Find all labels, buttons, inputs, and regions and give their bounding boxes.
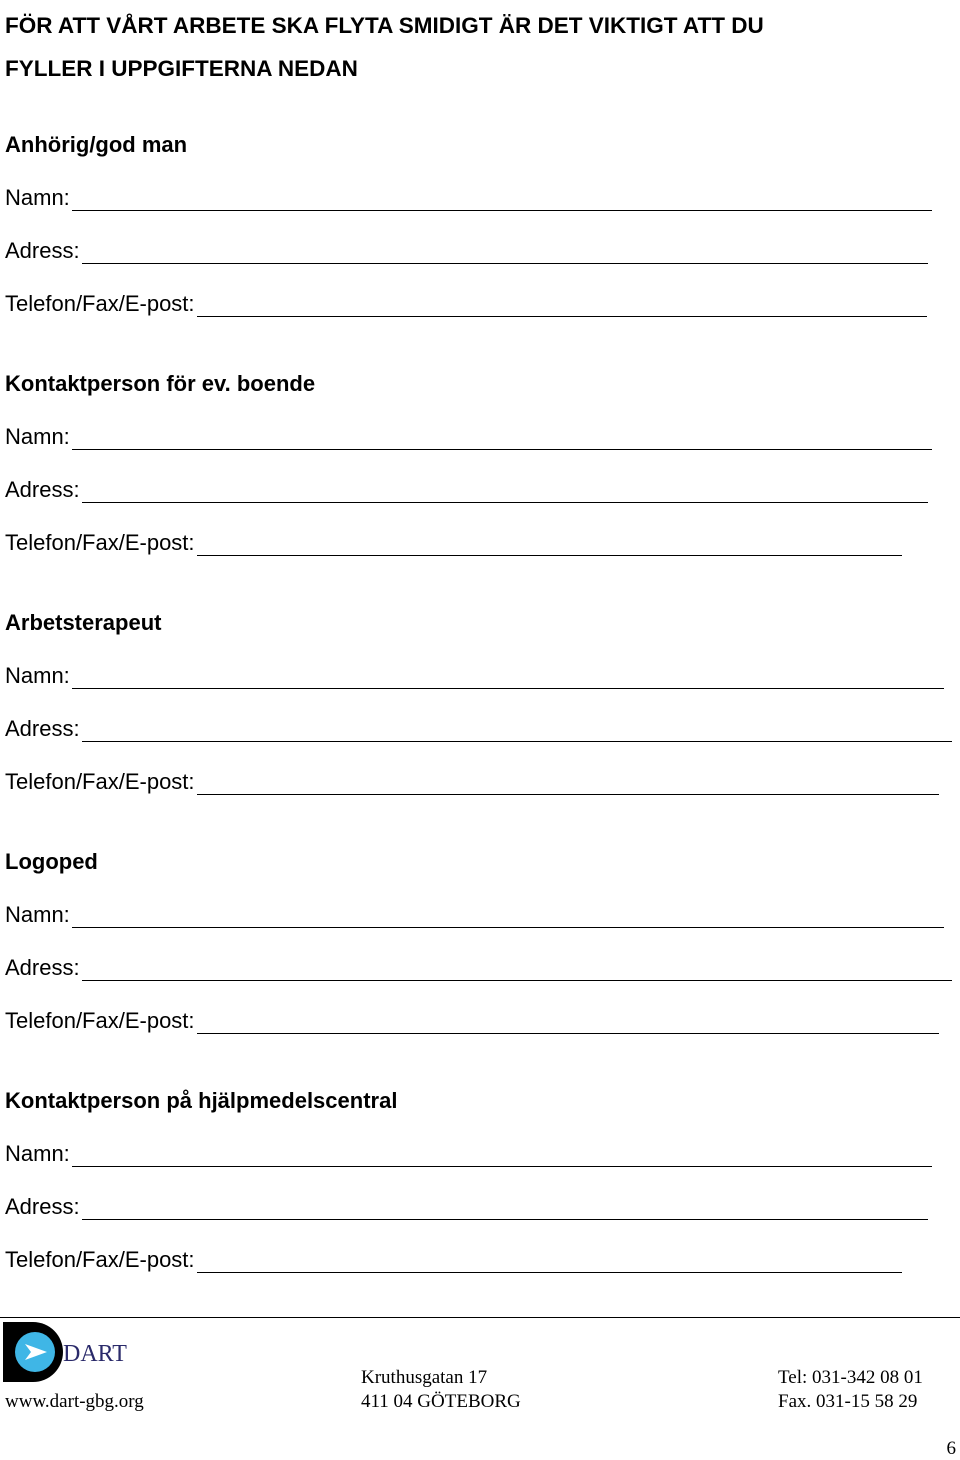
contact-input-line[interactable]: [197, 1251, 902, 1273]
contact-field[interactable]: [5, 291, 960, 317]
address-field[interactable]: [5, 1194, 960, 1220]
field-label: Telefon/Fax/E-post:: [5, 1008, 195, 1033]
field-label: Telefon/Fax/E-post:: [5, 769, 195, 794]
contact-input-line[interactable]: [197, 295, 927, 317]
section-hjalpmedel: [5, 1088, 960, 1273]
name-input-line[interactable]: [72, 189, 932, 211]
section-anhorig: [5, 132, 960, 317]
form-heading: [5, 4, 935, 90]
contact-field[interactable]: [5, 1008, 960, 1034]
dart-logo: [3, 1322, 143, 1382]
name-field[interactable]: [5, 902, 960, 928]
name-input-line[interactable]: [72, 1145, 932, 1167]
field-label: Telefon/Fax/E-post:: [5, 291, 195, 316]
footer-street: Kruthusgatan 17: [361, 1367, 488, 1388]
contact-input-line[interactable]: [197, 534, 902, 556]
section-arbetsterapeut: [5, 610, 960, 795]
address-field[interactable]: [5, 716, 960, 742]
website-link[interactable]: www.dart-gbg.org: [5, 1391, 144, 1412]
footer-city: 411 04 GÖTEBORG: [361, 1391, 521, 1412]
address-input-line[interactable]: [82, 242, 928, 264]
section-title: Kontaktperson för ev. boende: [5, 371, 316, 396]
contact-field[interactable]: [5, 769, 960, 795]
address-input-line[interactable]: [82, 481, 928, 503]
field-label: Telefon/Fax/E-post:: [5, 1247, 195, 1272]
field-label: Adress:: [5, 716, 80, 741]
logo-wordmark: DART: [63, 1341, 127, 1367]
page-number: 6: [946, 1438, 956, 1459]
heading-line-2: FYLLER I UPPGIFTERNA NEDAN: [5, 56, 358, 81]
contact-input-line[interactable]: [197, 1012, 939, 1034]
name-field[interactable]: [5, 424, 960, 450]
address-input-line[interactable]: [82, 959, 952, 981]
field-label: Adress:: [5, 477, 80, 502]
contact-input-line[interactable]: [197, 773, 939, 795]
name-field[interactable]: [5, 663, 960, 689]
field-label: Telefon/Fax/E-post:: [5, 530, 195, 555]
footer-fax: Fax. 031-15 58 29: [778, 1391, 918, 1412]
heading-line-1: FÖR ATT VÅRT ARBETE SKA FLYTA SMIDIGT ÄR DET VIKTIGT ATT DU: [5, 13, 764, 38]
name-field[interactable]: [5, 185, 960, 211]
field-label: Namn:: [5, 185, 70, 210]
section-title: Anhörig/god man: [5, 132, 188, 157]
name-field[interactable]: [5, 1141, 960, 1167]
section-title: Logoped: [5, 849, 98, 874]
name-input-line[interactable]: [72, 428, 932, 450]
section-title: Arbetsterapeut: [5, 610, 162, 635]
address-field[interactable]: [5, 477, 960, 503]
name-input-line[interactable]: [72, 906, 944, 928]
section-title: Kontaktperson på hjälpmedelscentral: [5, 1088, 398, 1113]
field-label: Adress:: [5, 1194, 80, 1219]
address-field[interactable]: [5, 238, 960, 264]
contact-field[interactable]: [5, 1247, 960, 1273]
footer-tel: Tel: 031-342 08 01: [778, 1367, 923, 1388]
field-label: Adress:: [5, 955, 80, 980]
footer-divider: [0, 1317, 960, 1318]
dart-logo-icon: [3, 1322, 143, 1382]
address-input-line[interactable]: [82, 1198, 928, 1220]
name-input-line[interactable]: [72, 667, 944, 689]
field-label: Namn:: [5, 424, 70, 449]
section-logoped: [5, 849, 960, 1034]
field-label: Namn:: [5, 663, 70, 688]
field-label: Namn:: [5, 902, 70, 927]
field-label: Namn:: [5, 1141, 70, 1166]
field-label: Adress:: [5, 238, 80, 263]
contact-field[interactable]: [5, 530, 960, 556]
address-field[interactable]: [5, 955, 960, 981]
section-boende: [5, 371, 960, 556]
address-input-line[interactable]: [82, 720, 952, 742]
